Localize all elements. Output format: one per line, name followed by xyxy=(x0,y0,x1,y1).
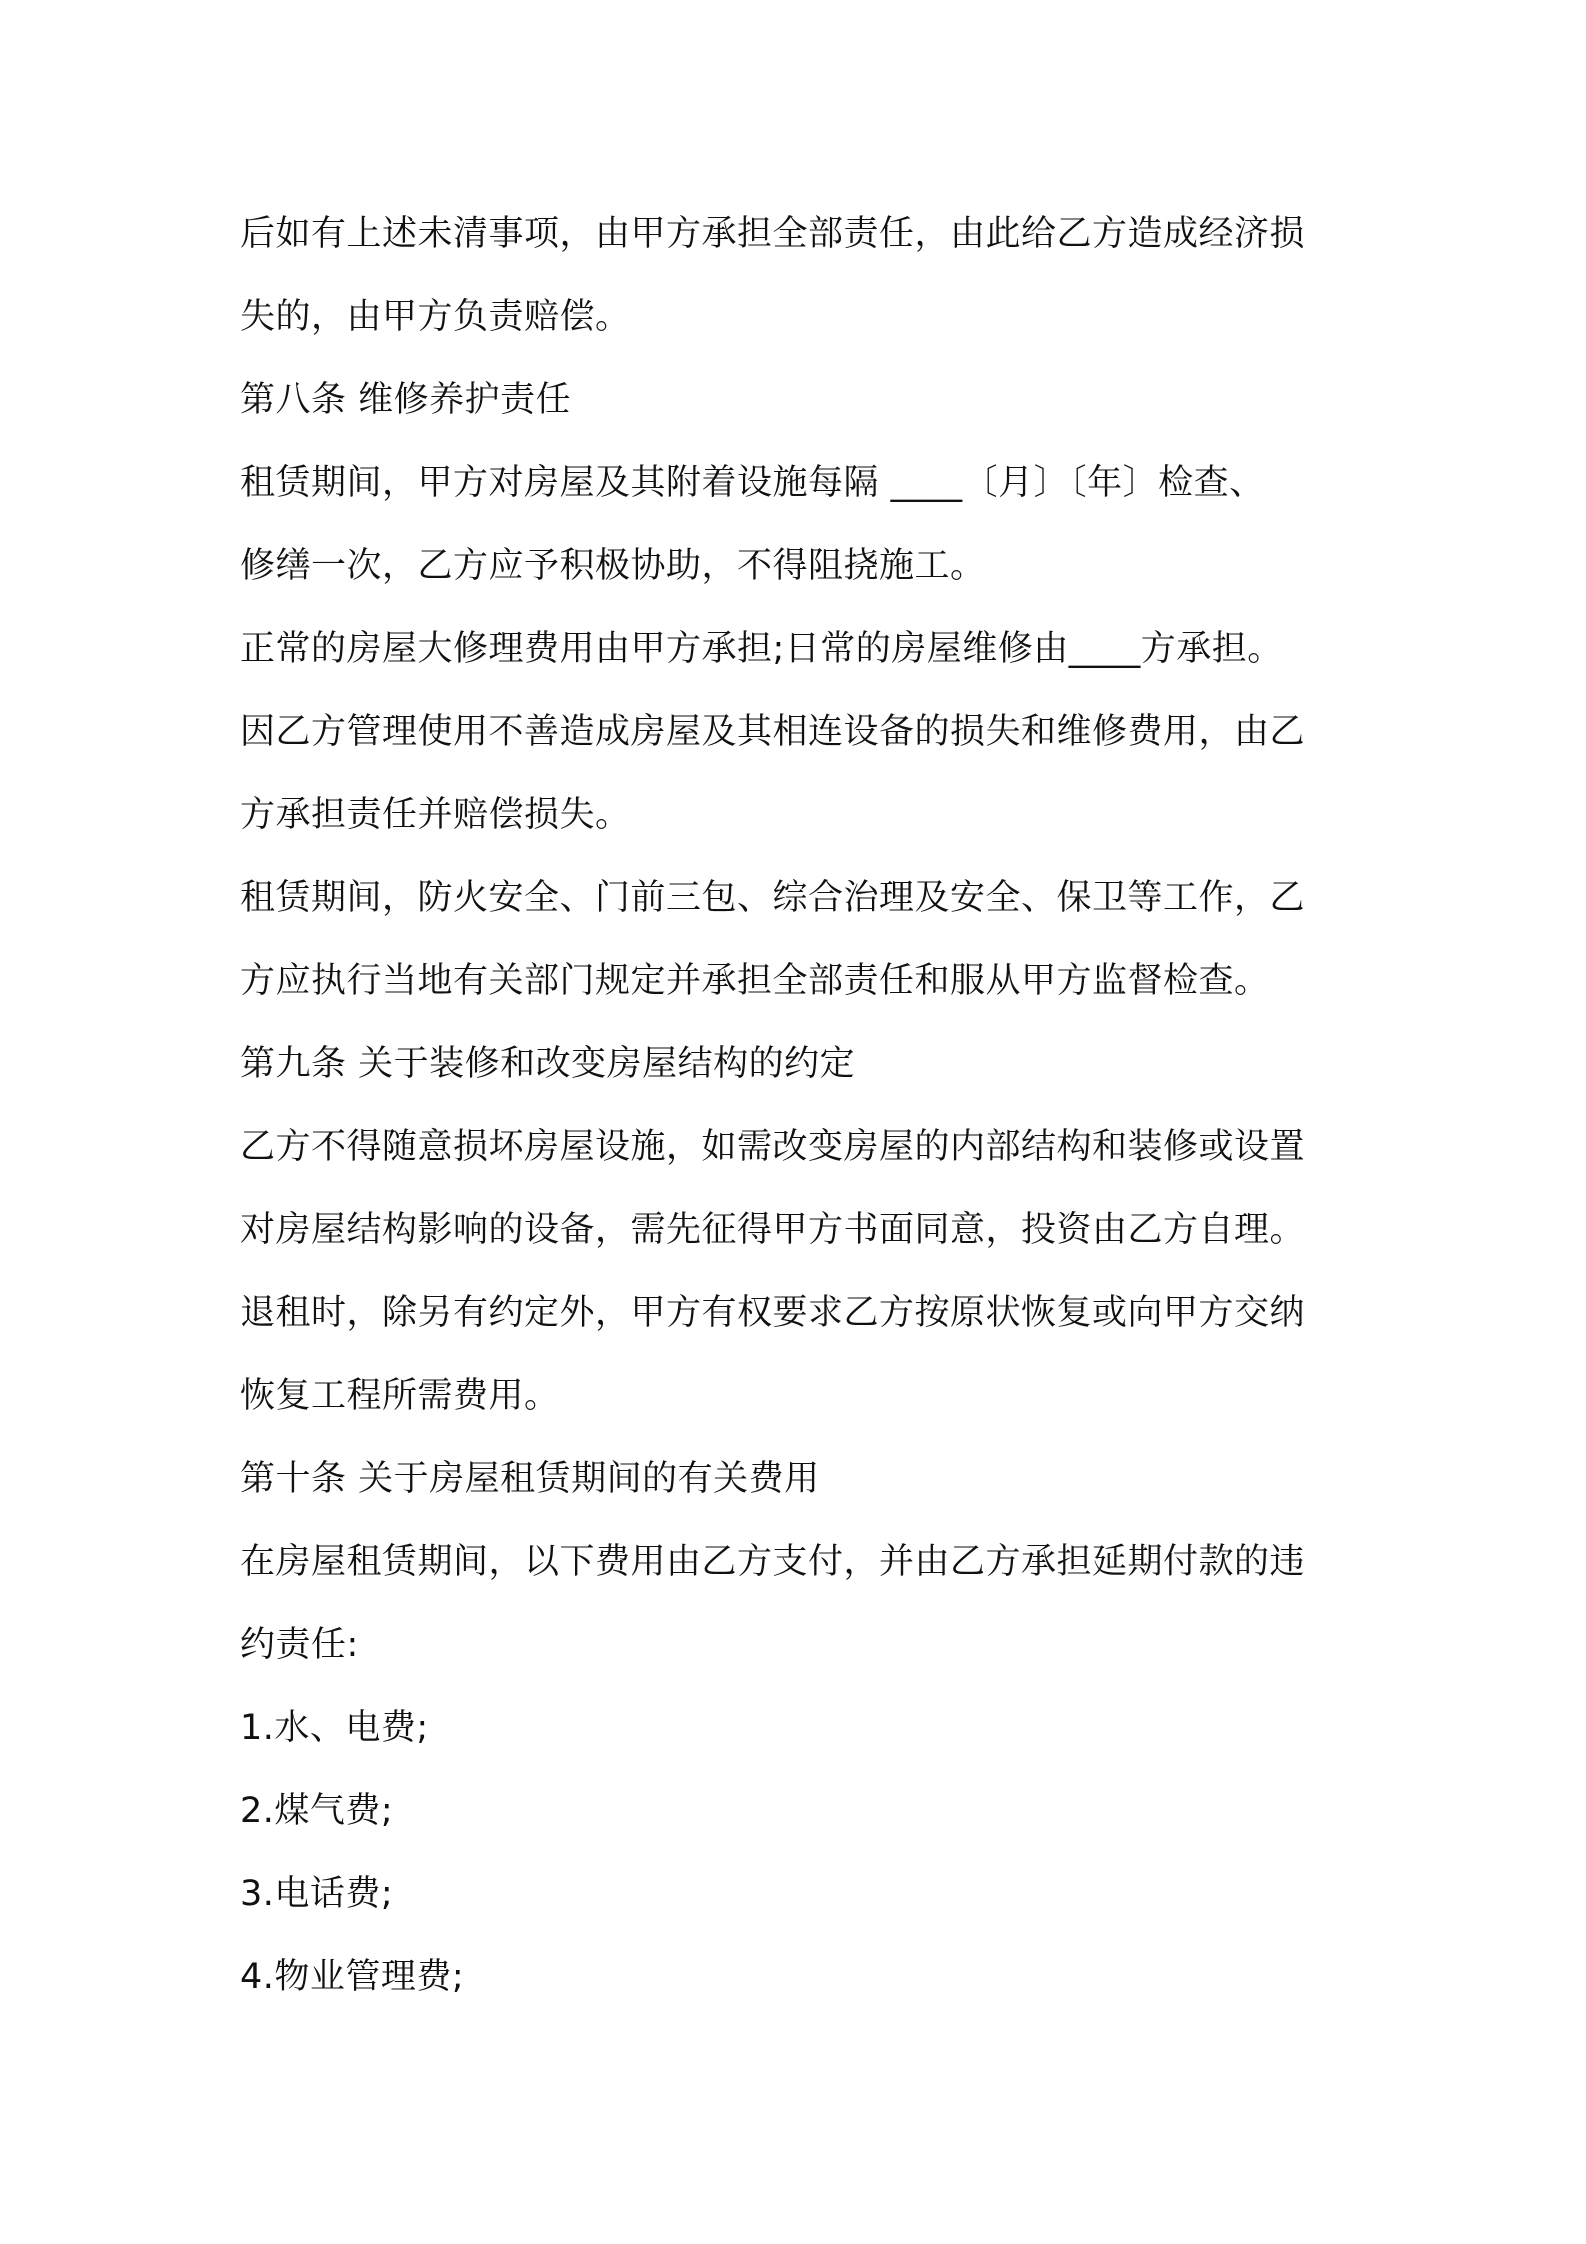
text-line: 修缮一次，乙方应予积极协助，不得阻挠施工。 xyxy=(240,546,986,586)
article-8-heading: 第八条 维修养护责任 xyxy=(240,380,572,420)
text-line: 租赁期间，防火安全、门前三包、综合治理及安全、保卫等工作，乙 xyxy=(240,878,1306,918)
article-9-heading: 第九条 关于装修和改变房屋结构的约定 xyxy=(240,1044,856,1084)
text-line: 失的，由甲方负责赔偿。 xyxy=(240,297,631,337)
text-line: 方承担责任并赔偿损失。 xyxy=(240,795,631,835)
list-item: 3.电话费; xyxy=(240,1874,394,1914)
list-item: 2.煤气费; xyxy=(240,1791,394,1831)
text-line: 因乙方管理使用不善造成房屋及其相连设备的损失和维修费用，由乙 xyxy=(240,712,1306,752)
text-line: 在房屋租赁期间，以下费用由乙方支付，并由乙方承担延期付款的违 xyxy=(240,1542,1306,1582)
text-line: 方应执行当地有关部门规定并承担全部责任和服从甲方监督检查。 xyxy=(240,961,1270,1001)
article-10-heading: 第十条 关于房屋租赁期间的有关费用 xyxy=(240,1459,820,1499)
list-item: 4.物业管理费; xyxy=(240,1957,465,1997)
text-line: 恢复工程所需费用。 xyxy=(240,1376,560,1416)
document-body xyxy=(240,193,1360,2019)
text-line: 退租时，除另有约定外，甲方有权要求乙方按原状恢复或向甲方交纳 xyxy=(240,1293,1306,1333)
text-line: 后如有上述未清事项，由甲方承担全部责任，由此给乙方造成经济损 xyxy=(240,214,1306,254)
text-line: 正常的房屋大修理费用由甲方承担;日常的房屋维修由____方承担。 xyxy=(240,629,1283,669)
text-line: 对房屋结构影响的设备，需先征得甲方书面同意，投资由乙方自理。 xyxy=(240,1210,1306,1250)
text-line: 乙方不得随意损坏房屋设施，如需改变房屋的内部结构和装修或设置 xyxy=(240,1127,1306,1167)
list-item: 1.水、电费; xyxy=(240,1708,429,1748)
text-line: 租赁期间，甲方对房屋及其附着设施每隔 ____〔月〕〔年〕检查、 xyxy=(240,463,1265,503)
text-line: 约责任: xyxy=(240,1625,359,1665)
